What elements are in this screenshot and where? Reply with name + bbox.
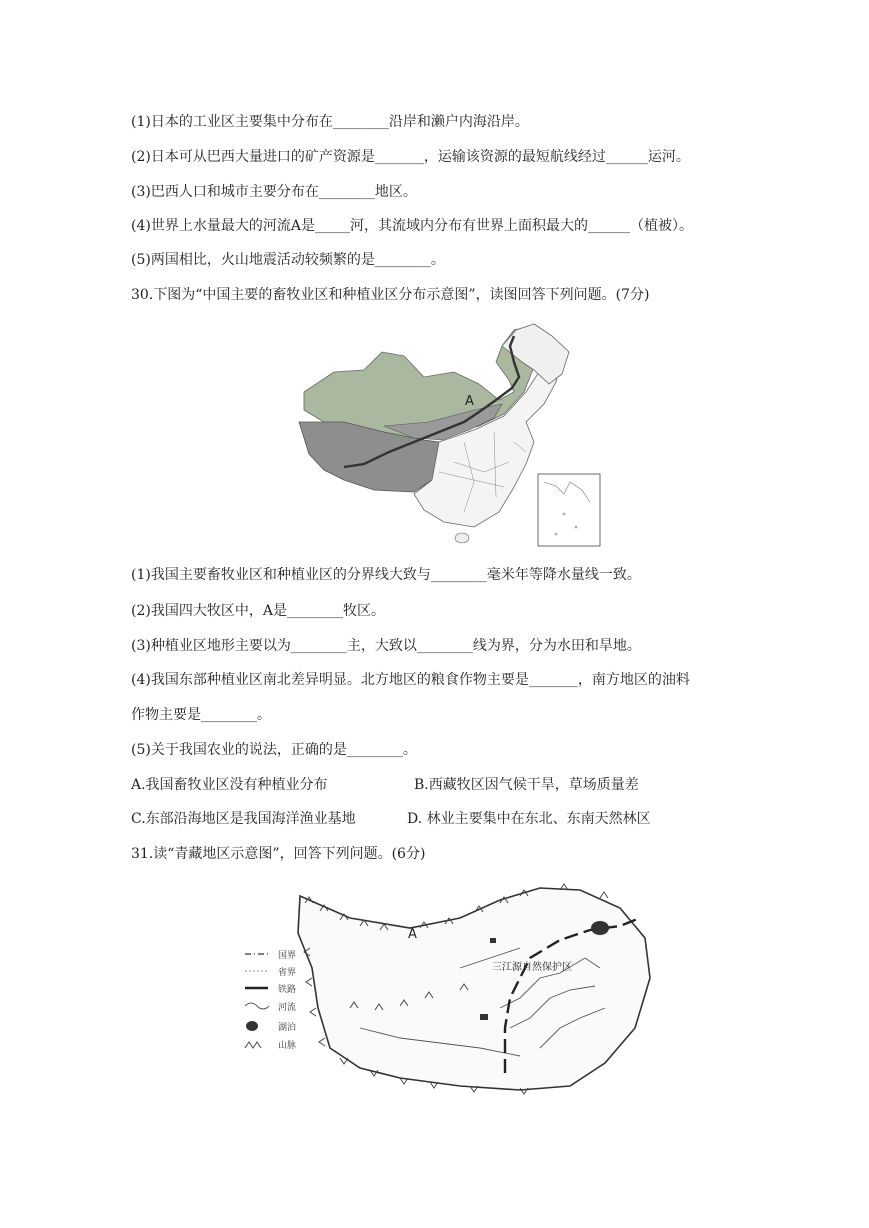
- legend-provincial-border: 省界: [278, 968, 297, 978]
- legend-lake: 湖泊: [278, 1023, 297, 1033]
- qinghai-tibet-map: [200, 878, 662, 1108]
- q30-item-4: (4)我国东部种植业区南北差异明显。北方地区的粮食作物主要是_______，南方地区的油料: [131, 672, 690, 688]
- q30-item-3: (3)种植业区地形主要以为________主，大致以________线为界，分为水田和旱地。: [131, 638, 641, 654]
- q30-option-d: D. 林业主要集中在东北、东南天然林区: [407, 811, 651, 827]
- qinghai-tibet-outline: [298, 888, 650, 1090]
- q31-title: 31.读“青藏地区示意图”，回答下列问题。(6分): [131, 846, 426, 862]
- q30-item-4-cont: 作物主要是________。: [131, 707, 271, 723]
- q29-item-1: (1)日本的工业区主要集中分布在________沿岸和濑户内海沿岸。: [131, 114, 529, 130]
- legend-railway: 铁路: [278, 985, 297, 995]
- lake-qinghai: [591, 921, 609, 935]
- lake-small-1: [480, 1014, 488, 1020]
- q29-item-2: (2)日本可从巴西大量进口的矿产资源是_______，运输该资源的最短航线经过______运河。: [131, 149, 690, 165]
- map-legend: [245, 950, 296, 1051]
- china-map-label-a: A: [465, 394, 474, 409]
- sanjiangyuan-reserve-label: 三江源自然保护区: [492, 962, 572, 973]
- china-agriculture-map: [264, 322, 609, 552]
- lake-small-2: [490, 938, 496, 943]
- tibet-map-label-a: A: [408, 927, 417, 942]
- legend-national-border: 国界: [278, 951, 297, 961]
- q29-item-4: (4)世界上水量最大的河流A是_____河，其流域内分布有世界上面积最大的______（植被）。: [131, 218, 693, 234]
- q30-title: 30.下图为“中国主要的畜牧业区和种植业区分布示意图”，读图回答下列问题。(7分): [131, 287, 650, 303]
- q30-item-5: (5)关于我国农业的说法，正确的是________。: [131, 742, 417, 758]
- q30-item-2: (2)我国四大牧区中，A是________牧区。: [131, 603, 385, 619]
- q30-item-1: (1)我国主要畜牧业区和种植业区的分界线大致与________毫米年等降水量线一致。: [131, 567, 641, 583]
- q30-option-a: A.我国畜牧业区没有种植业分布: [131, 777, 328, 793]
- legend-mountain: 山脉: [278, 1041, 297, 1051]
- q29-item-3: (3)巴西人口和城市主要分布在________地区。: [131, 184, 417, 200]
- hainan-island: [455, 533, 469, 543]
- q30-option-b: B.西藏牧区因气候干旱，草场质量差: [414, 777, 639, 793]
- legend-river: 河流: [278, 1003, 297, 1013]
- south-china-sea-inset: [538, 474, 600, 546]
- q29-item-5: (5)两国相比，火山地震活动较频繁的是________。: [131, 252, 445, 268]
- q30-option-c: C.东部沿海地区是我国海洋渔业基地: [131, 811, 356, 827]
